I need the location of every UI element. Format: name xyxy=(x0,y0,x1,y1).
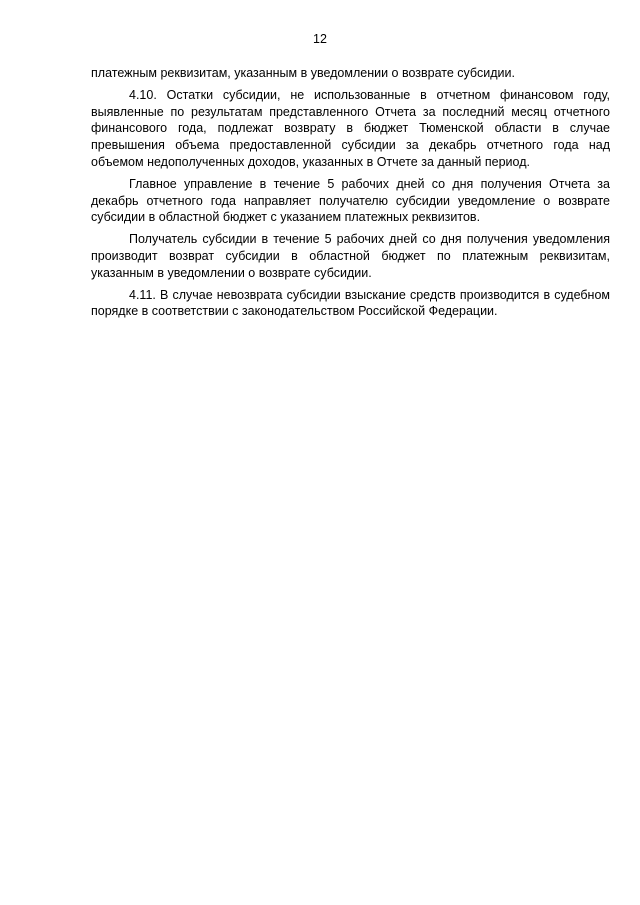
document-body xyxy=(91,65,610,325)
paragraph-4-10: 4.10. Остатки субсидии, не использованные в отчетном финансовом году, выявленные по результатам представленного Отчета за последний месяц отчетного финансового года, подлежат возврату в бюджет Тюменской области в случае превышения объема предоставленной субсидии за декабрь отчетного года над объемом недополученных доходов, указанных в Отчете за данный период. xyxy=(91,87,610,169)
page-number: 12 xyxy=(313,32,327,46)
paragraph-main-directorate-notice: Главное управление в течение 5 рабочих дней со дня получения Отчета за декабрь отчетного года направляет получателю субсидии уведомление о возврате субсидии в областной бюджет с указанием платежных реквизитов. xyxy=(91,176,610,225)
paragraph-4-11: 4.11. В случае невозврата субсидии взыскание средств производится в судебном порядке в соответствии с законодательством Российской Федерации. xyxy=(91,287,610,319)
paragraph-recipient-refund: Получатель субсидии в течение 5 рабочих дней со дня получения уведомления производит возврат субсидии в областной бюджет по платежным реквизитам, указанным в уведомлении о возврате субсидии. xyxy=(91,232,610,280)
paragraph-continuation: платежным реквизитам, указанным в уведомлении о возврате субсидии. xyxy=(91,66,515,80)
